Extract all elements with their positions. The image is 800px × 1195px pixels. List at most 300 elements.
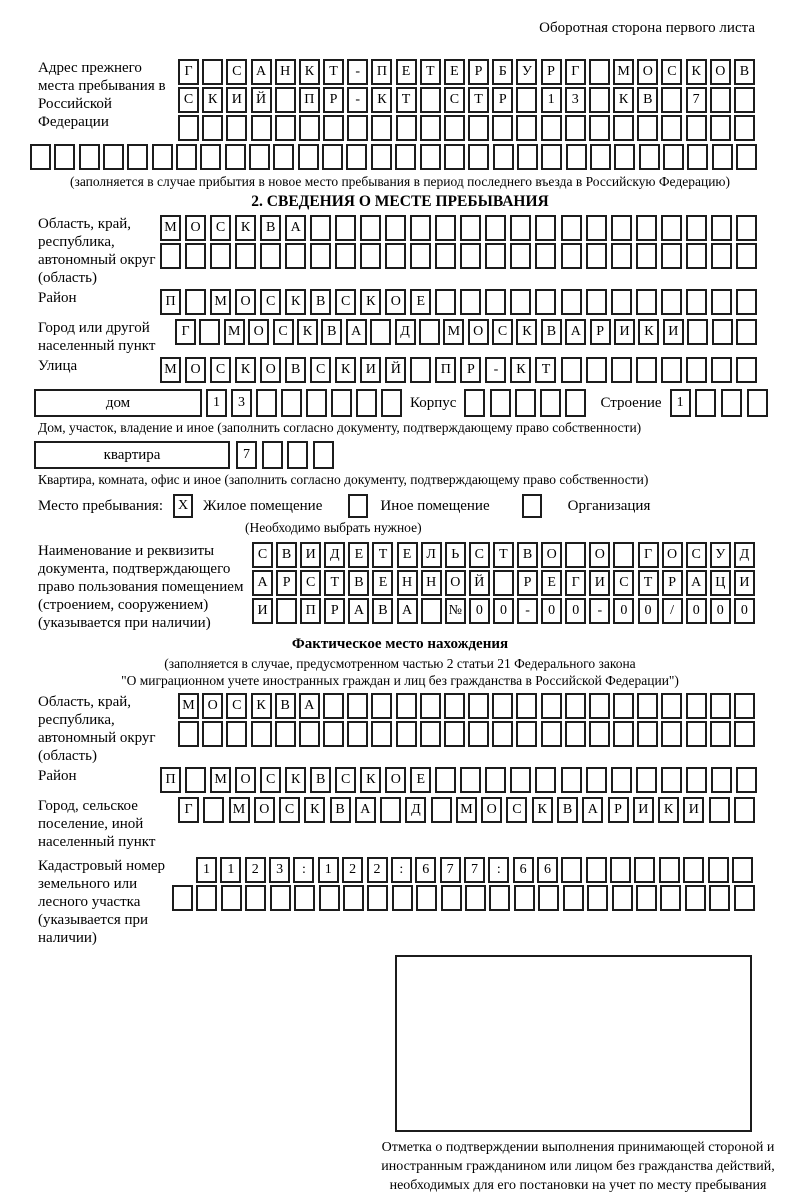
char-box[interactable] <box>319 885 340 911</box>
char-box[interactable] <box>661 721 682 747</box>
char-box[interactable] <box>335 215 356 241</box>
char-box[interactable] <box>695 389 716 417</box>
char-box-row[interactable] <box>252 598 755 624</box>
char-box[interactable]: 0 <box>541 598 562 624</box>
char-box[interactable]: П <box>299 87 320 113</box>
char-box[interactable] <box>541 115 562 141</box>
char-box[interactable]: К <box>532 797 553 823</box>
char-box[interactable] <box>235 243 256 269</box>
char-box[interactable]: Т <box>324 570 345 596</box>
char-box[interactable]: Н <box>421 570 442 596</box>
char-box[interactable]: А <box>252 570 273 596</box>
char-box[interactable] <box>419 319 440 345</box>
char-box[interactable]: И <box>589 570 610 596</box>
char-box[interactable] <box>732 857 753 883</box>
char-box[interactable]: Р <box>324 598 345 624</box>
char-box[interactable] <box>103 144 124 170</box>
char-box[interactable] <box>251 115 272 141</box>
char-box[interactable]: 1 <box>196 857 217 883</box>
char-box[interactable]: Н <box>397 570 418 596</box>
char-box[interactable] <box>736 215 757 241</box>
char-box[interactable] <box>396 693 417 719</box>
char-box[interactable]: : <box>391 857 412 883</box>
char-box[interactable] <box>540 389 561 417</box>
char-box[interactable]: Е <box>396 59 417 85</box>
char-box[interactable] <box>221 885 242 911</box>
char-box[interactable] <box>380 797 401 823</box>
char-box[interactable] <box>683 857 704 883</box>
char-box[interactable] <box>435 289 456 315</box>
char-box[interactable] <box>661 289 682 315</box>
char-box[interactable] <box>176 144 197 170</box>
char-box[interactable] <box>561 357 582 383</box>
char-box[interactable]: О <box>385 289 406 315</box>
char-box[interactable]: Ц <box>710 570 731 596</box>
char-box[interactable] <box>611 215 632 241</box>
char-box[interactable] <box>734 885 755 911</box>
char-box[interactable]: И <box>360 357 381 383</box>
char-box[interactable]: М <box>210 767 231 793</box>
char-box[interactable]: С <box>613 570 634 596</box>
char-box[interactable]: С <box>279 797 300 823</box>
char-box[interactable]: В <box>285 357 306 383</box>
char-box[interactable] <box>468 721 489 747</box>
char-box[interactable]: 6 <box>513 857 534 883</box>
char-box-row[interactable] <box>670 389 768 417</box>
char-box[interactable] <box>589 721 610 747</box>
char-box[interactable]: М <box>613 59 634 85</box>
char-box[interactable] <box>460 767 481 793</box>
char-box[interactable]: 7 <box>686 87 707 113</box>
char-box[interactable] <box>331 389 352 417</box>
char-box[interactable]: С <box>335 767 356 793</box>
char-box[interactable] <box>711 767 732 793</box>
char-box[interactable] <box>299 115 320 141</box>
char-box[interactable]: М <box>229 797 250 823</box>
char-box[interactable]: Й <box>469 570 490 596</box>
char-box[interactable]: Т <box>396 87 417 113</box>
char-box[interactable]: К <box>235 215 256 241</box>
char-box[interactable] <box>371 115 392 141</box>
char-box[interactable] <box>185 767 206 793</box>
char-box[interactable] <box>431 797 452 823</box>
char-box-row[interactable] <box>160 767 757 793</box>
char-box[interactable] <box>287 441 308 469</box>
char-box[interactable]: М <box>443 319 464 345</box>
char-box[interactable]: Е <box>410 289 431 315</box>
char-box[interactable]: - <box>347 87 368 113</box>
char-box[interactable]: В <box>541 319 562 345</box>
char-box[interactable] <box>711 215 732 241</box>
char-box[interactable] <box>225 144 246 170</box>
char-box[interactable] <box>541 693 562 719</box>
char-box[interactable]: К <box>510 357 531 383</box>
char-box[interactable] <box>686 215 707 241</box>
char-box[interactable]: Ь <box>445 542 466 568</box>
char-box[interactable]: С <box>686 542 707 568</box>
char-box[interactable] <box>541 144 562 170</box>
char-box[interactable]: К <box>613 87 634 113</box>
char-box[interactable]: - <box>485 357 506 383</box>
char-box[interactable] <box>370 319 391 345</box>
char-box[interactable]: О <box>541 542 562 568</box>
char-box[interactable]: - <box>589 598 610 624</box>
char-box[interactable]: Р <box>517 570 538 596</box>
char-box[interactable] <box>586 215 607 241</box>
char-box[interactable]: 0 <box>469 598 490 624</box>
char-box[interactable]: 2 <box>367 857 388 883</box>
char-box[interactable]: Т <box>535 357 556 383</box>
char-box[interactable] <box>371 721 392 747</box>
char-box[interactable] <box>636 885 657 911</box>
char-box[interactable] <box>485 215 506 241</box>
char-box[interactable] <box>566 144 587 170</box>
char-box[interactable]: 2 <box>245 857 266 883</box>
char-box[interactable] <box>275 721 296 747</box>
char-box[interactable] <box>249 144 270 170</box>
char-box[interactable] <box>561 243 582 269</box>
char-box[interactable]: 1 <box>541 87 562 113</box>
char-box[interactable] <box>565 542 586 568</box>
char-box[interactable] <box>565 389 586 417</box>
char-box[interactable] <box>510 767 531 793</box>
char-box[interactable] <box>420 87 441 113</box>
char-box[interactable] <box>465 885 486 911</box>
char-box[interactable] <box>611 357 632 383</box>
char-box[interactable]: И <box>226 87 247 113</box>
char-box[interactable]: В <box>372 598 393 624</box>
char-box[interactable] <box>634 857 655 883</box>
char-box[interactable] <box>322 144 343 170</box>
char-box[interactable]: Е <box>348 542 369 568</box>
char-box[interactable] <box>637 693 658 719</box>
char-box[interactable] <box>516 693 537 719</box>
char-box[interactable] <box>712 319 733 345</box>
char-box[interactable]: Е <box>444 59 465 85</box>
char-box[interactable]: Й <box>385 357 406 383</box>
char-box[interactable]: С <box>300 570 321 596</box>
char-box[interactable]: А <box>346 319 367 345</box>
char-box[interactable]: Д <box>324 542 345 568</box>
char-box[interactable] <box>708 857 729 883</box>
char-box[interactable]: К <box>658 797 679 823</box>
char-box[interactable] <box>613 542 634 568</box>
char-box[interactable]: Р <box>460 357 481 383</box>
char-box[interactable]: 0 <box>613 598 634 624</box>
char-box[interactable]: С <box>252 542 273 568</box>
char-box[interactable] <box>710 721 731 747</box>
checkbox-organizatsiya[interactable] <box>522 494 542 518</box>
char-box[interactable]: 3 <box>565 87 586 113</box>
char-box[interactable] <box>310 243 331 269</box>
char-box[interactable] <box>721 389 742 417</box>
char-box[interactable]: О <box>385 767 406 793</box>
char-box[interactable]: С <box>260 289 281 315</box>
char-box[interactable] <box>734 87 755 113</box>
char-box[interactable]: Р <box>276 570 297 596</box>
char-box[interactable]: Т <box>638 570 659 596</box>
char-box[interactable]: В <box>321 319 342 345</box>
char-box[interactable]: С <box>273 319 294 345</box>
char-box-row[interactable] <box>178 693 755 719</box>
char-box[interactable] <box>492 693 513 719</box>
char-box[interactable]: П <box>160 289 181 315</box>
char-box[interactable] <box>661 693 682 719</box>
char-box[interactable]: - <box>517 598 538 624</box>
char-box[interactable] <box>420 693 441 719</box>
char-box[interactable]: О <box>710 59 731 85</box>
char-box[interactable] <box>734 721 755 747</box>
char-box[interactable] <box>485 767 506 793</box>
char-box[interactable]: О <box>235 767 256 793</box>
char-box[interactable]: О <box>445 570 466 596</box>
char-box[interactable]: О <box>481 797 502 823</box>
char-box[interactable] <box>420 115 441 141</box>
char-box[interactable]: Р <box>468 59 489 85</box>
char-box[interactable] <box>490 389 511 417</box>
char-box[interactable] <box>275 87 296 113</box>
char-box[interactable]: К <box>371 87 392 113</box>
char-box[interactable] <box>659 857 680 883</box>
char-box[interactable] <box>460 243 481 269</box>
char-box[interactable] <box>493 144 514 170</box>
char-box[interactable] <box>199 319 220 345</box>
char-box[interactable] <box>313 441 334 469</box>
char-box[interactable]: 7 <box>236 441 257 469</box>
char-box[interactable] <box>614 144 635 170</box>
char-box[interactable] <box>516 721 537 747</box>
char-box[interactable] <box>565 693 586 719</box>
char-box[interactable] <box>385 215 406 241</box>
char-box[interactable] <box>275 115 296 141</box>
char-box[interactable] <box>299 721 320 747</box>
char-box[interactable] <box>589 115 610 141</box>
char-box[interactable] <box>435 243 456 269</box>
char-box[interactable] <box>736 289 757 315</box>
char-box[interactable]: О <box>185 215 206 241</box>
char-box[interactable]: Й <box>251 87 272 113</box>
char-box[interactable] <box>310 215 331 241</box>
char-box[interactable] <box>493 570 514 596</box>
char-box[interactable] <box>639 144 660 170</box>
char-box[interactable] <box>747 389 768 417</box>
char-box[interactable] <box>444 115 465 141</box>
char-box[interactable]: О <box>248 319 269 345</box>
char-box[interactable] <box>396 115 417 141</box>
char-box[interactable] <box>535 215 556 241</box>
char-box[interactable] <box>410 243 431 269</box>
char-box[interactable]: К <box>360 767 381 793</box>
char-box[interactable]: В <box>330 797 351 823</box>
char-box[interactable]: К <box>335 357 356 383</box>
char-box[interactable]: - <box>347 59 368 85</box>
char-box[interactable]: П <box>300 598 321 624</box>
char-box[interactable]: В <box>276 542 297 568</box>
char-box[interactable] <box>492 721 513 747</box>
char-box[interactable]: В <box>310 767 331 793</box>
char-box[interactable]: С <box>492 319 513 345</box>
char-box[interactable]: А <box>251 59 272 85</box>
char-box[interactable] <box>636 215 657 241</box>
char-box[interactable] <box>347 721 368 747</box>
char-box[interactable]: Н <box>275 59 296 85</box>
char-box[interactable]: А <box>397 598 418 624</box>
char-box[interactable] <box>416 885 437 911</box>
char-box[interactable]: М <box>160 215 181 241</box>
char-box[interactable] <box>226 721 247 747</box>
char-box[interactable]: К <box>297 319 318 345</box>
char-box[interactable] <box>510 243 531 269</box>
char-box[interactable] <box>611 243 632 269</box>
char-box[interactable]: В <box>348 570 369 596</box>
char-box[interactable]: Т <box>323 59 344 85</box>
char-box[interactable] <box>686 767 707 793</box>
char-box[interactable] <box>172 885 193 911</box>
char-box[interactable] <box>586 357 607 383</box>
char-box[interactable] <box>661 115 682 141</box>
char-box[interactable]: Р <box>492 87 513 113</box>
char-box[interactable] <box>381 389 402 417</box>
char-box-row[interactable] <box>172 885 755 911</box>
char-box[interactable] <box>586 243 607 269</box>
char-box[interactable]: 0 <box>734 598 755 624</box>
char-box[interactable]: 7 <box>440 857 461 883</box>
char-box[interactable]: Г <box>175 319 196 345</box>
char-box[interactable] <box>152 144 173 170</box>
char-box[interactable]: / <box>662 598 683 624</box>
char-box[interactable] <box>661 87 682 113</box>
char-box-row[interactable] <box>178 721 755 747</box>
char-box[interactable]: Д <box>395 319 416 345</box>
char-box-row[interactable] <box>196 857 753 883</box>
char-box[interactable] <box>535 767 556 793</box>
char-box[interactable] <box>202 115 223 141</box>
char-box[interactable] <box>734 797 755 823</box>
char-box[interactable] <box>510 215 531 241</box>
char-box[interactable] <box>468 115 489 141</box>
char-box[interactable] <box>371 693 392 719</box>
char-box[interactable] <box>565 115 586 141</box>
char-box[interactable] <box>270 885 291 911</box>
char-box[interactable]: А <box>565 319 586 345</box>
char-box[interactable]: С <box>310 357 331 383</box>
char-box[interactable] <box>410 357 431 383</box>
char-box[interactable] <box>468 693 489 719</box>
char-box[interactable]: О <box>637 59 658 85</box>
char-box[interactable]: А <box>582 797 603 823</box>
char-box[interactable]: 1 <box>206 389 227 417</box>
char-box[interactable] <box>185 289 206 315</box>
char-box[interactable] <box>395 144 416 170</box>
char-box[interactable]: П <box>435 357 456 383</box>
char-box[interactable] <box>517 144 538 170</box>
char-box[interactable] <box>245 885 266 911</box>
char-box[interactable] <box>561 215 582 241</box>
char-box-row[interactable] <box>206 389 402 417</box>
char-box[interactable]: К <box>285 767 306 793</box>
char-box[interactable]: Г <box>178 797 199 823</box>
char-box[interactable]: С <box>469 542 490 568</box>
char-box[interactable] <box>262 441 283 469</box>
char-box[interactable] <box>160 243 181 269</box>
char-box[interactable] <box>711 357 732 383</box>
char-box[interactable]: 3 <box>231 389 252 417</box>
char-box[interactable] <box>200 144 221 170</box>
char-box[interactable]: К <box>235 357 256 383</box>
char-box[interactable] <box>273 144 294 170</box>
char-box[interactable]: К <box>299 59 320 85</box>
char-box[interactable] <box>210 243 231 269</box>
char-box[interactable]: И <box>633 797 654 823</box>
char-box[interactable] <box>306 389 327 417</box>
char-box[interactable]: В <box>310 289 331 315</box>
char-box[interactable] <box>686 721 707 747</box>
char-box[interactable] <box>485 289 506 315</box>
char-box-row[interactable] <box>160 289 757 315</box>
char-box[interactable]: Л <box>421 542 442 568</box>
char-box[interactable] <box>226 115 247 141</box>
char-box[interactable] <box>347 693 368 719</box>
char-box[interactable] <box>563 885 584 911</box>
char-box[interactable]: Р <box>590 319 611 345</box>
char-box[interactable] <box>686 357 707 383</box>
char-box[interactable]: П <box>160 767 181 793</box>
char-box[interactable] <box>565 721 586 747</box>
char-box[interactable] <box>611 289 632 315</box>
char-box[interactable]: В <box>275 693 296 719</box>
char-box[interactable] <box>710 87 731 113</box>
char-box[interactable] <box>203 797 224 823</box>
char-box[interactable]: А <box>686 570 707 596</box>
char-box[interactable]: Г <box>565 570 586 596</box>
char-box[interactable]: А <box>299 693 320 719</box>
char-box[interactable] <box>636 243 657 269</box>
char-box[interactable] <box>561 857 582 883</box>
char-box[interactable]: О <box>185 357 206 383</box>
char-box[interactable] <box>371 144 392 170</box>
char-box[interactable] <box>687 319 708 345</box>
char-box[interactable] <box>710 693 731 719</box>
char-box[interactable]: О <box>662 542 683 568</box>
char-box[interactable] <box>561 289 582 315</box>
char-box[interactable] <box>535 289 556 315</box>
char-box[interactable] <box>489 885 510 911</box>
char-box[interactable] <box>356 389 377 417</box>
char-box[interactable]: Т <box>420 59 441 85</box>
char-box[interactable] <box>587 885 608 911</box>
char-box[interactable] <box>541 721 562 747</box>
char-box[interactable]: К <box>251 693 272 719</box>
char-box[interactable] <box>661 215 682 241</box>
char-box[interactable]: 0 <box>686 598 707 624</box>
char-box[interactable] <box>251 721 272 747</box>
char-box[interactable]: 1 <box>670 389 691 417</box>
char-box[interactable] <box>636 289 657 315</box>
char-box[interactable]: Р <box>662 570 683 596</box>
prev-address-overflow-row[interactable] <box>30 144 757 170</box>
char-box[interactable] <box>202 721 223 747</box>
char-box[interactable] <box>736 243 757 269</box>
char-box[interactable] <box>613 721 634 747</box>
char-box[interactable]: У <box>516 59 537 85</box>
char-box[interactable] <box>613 115 634 141</box>
char-box[interactable]: К <box>686 59 707 85</box>
char-box[interactable] <box>590 144 611 170</box>
char-box[interactable]: 1 <box>220 857 241 883</box>
char-box[interactable] <box>661 243 682 269</box>
char-box[interactable]: К <box>202 87 223 113</box>
char-box-row[interactable] <box>178 59 755 85</box>
